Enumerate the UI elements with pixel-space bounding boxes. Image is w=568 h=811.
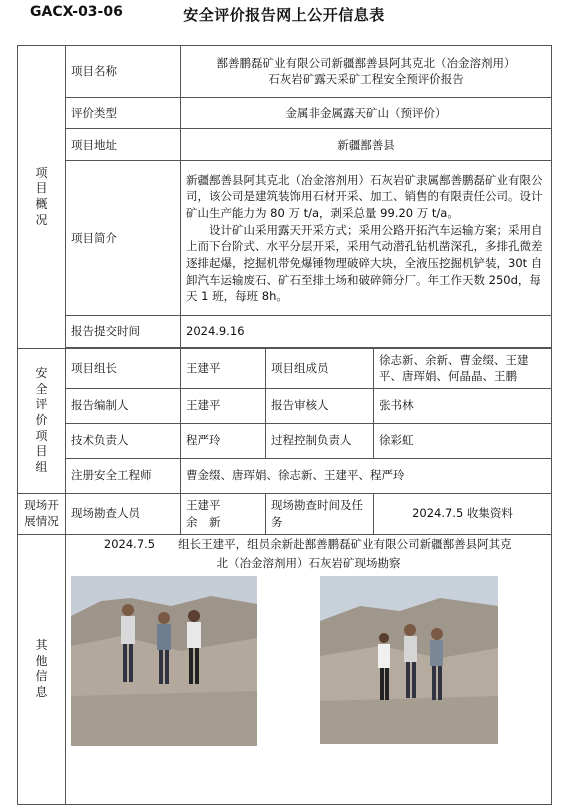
author-value: 王建平 xyxy=(181,388,266,423)
site-photo-right xyxy=(320,576,498,744)
section-other xyxy=(18,534,66,804)
author-label: 报告编制人 xyxy=(66,388,181,423)
leader-value: 王建平 xyxy=(181,349,266,389)
eval-type-label: 评价类型 xyxy=(66,97,181,129)
project-name-line2: 石灰岩矿露天采矿工程安全预评价报告 xyxy=(268,72,464,87)
tech-value: 程严玲 xyxy=(181,423,266,458)
time-task-label: 现场勘查时间及任务 xyxy=(266,493,374,534)
intro-paragraph-1: 新疆鄯善县阿其克北（冶金溶剂用）石灰岩矿隶属鄯善鹏磊矿业有限公司，该公司是建筑装饰用石材开采、加工、销售的有限责任公司。设计矿山生产能力为 80 万 t/a，剥采总量 99.20 万 t/a。 xyxy=(186,172,543,220)
intro-label: 项目简介 xyxy=(66,161,181,316)
section-site xyxy=(18,493,66,534)
address-value: 新疆鄯善县 xyxy=(181,129,552,161)
leader-label: 项目组长 xyxy=(66,349,181,389)
engineers-label: 注册安全工程师 xyxy=(66,458,181,493)
section-other-label: 其他信息 xyxy=(35,638,48,699)
reviewer-label: 报告审核人 xyxy=(266,388,374,423)
photo-caption xyxy=(74,535,543,573)
document-title: 安全评价报告网上公开信息表 xyxy=(183,6,385,24)
other-info-cell xyxy=(66,534,552,804)
engineers-value: 曹金缀、唐珲娟、徐志新、王建平、程严玲 xyxy=(181,458,552,493)
process-label: 过程控制负责人 xyxy=(266,423,374,458)
section-overview-label: 项目概况 xyxy=(35,165,48,227)
inspectors-label: 现场勘查人员 xyxy=(66,493,181,534)
document-code: GACX-03-06 xyxy=(30,4,123,20)
info-table xyxy=(17,45,552,805)
submit-date-value: 2024.9.16 xyxy=(181,316,552,348)
reviewer-value: 张书林 xyxy=(374,388,552,423)
members-label: 项目组成员 xyxy=(266,349,374,389)
caption-line-2: 北（冶金溶剂用）石灰岩矿现场勘察 xyxy=(216,555,401,570)
section-site-label: 现场开展情况 xyxy=(24,498,59,528)
inspector-2: 余 新 xyxy=(186,514,221,529)
project-name-label: 项目名称 xyxy=(66,46,181,98)
project-name-value xyxy=(181,46,552,98)
site-photo-left xyxy=(71,576,257,746)
eval-type-value: 金属非金属露天矿山（预评价） xyxy=(181,97,552,129)
process-value: 徐彩虹 xyxy=(374,423,552,458)
submit-date-label: 报告提交时间 xyxy=(66,316,181,348)
intro-paragraph-2: 设计矿山采用露天开采方式；采用公路开拓汽车运输方案；采用自上而下台阶式、水平分层开采，采用气动潜孔钻机凿深孔，多排孔微差逐排起爆，挖掘机带免爆锤物理破碎大块，全液压挖掘机铲装，30t 自卸汽车运输废石、矿石至排土场和破碎筛分厂。年工作天数 250d，每天 1 班，每班 8h。 xyxy=(186,222,543,304)
section-team-label: 安全评价项目组 xyxy=(35,366,48,474)
intro-value xyxy=(181,161,552,316)
address-label: 项目地址 xyxy=(66,129,181,161)
section-overview xyxy=(18,46,66,349)
caption-line-1: 2024.7.5 组长王建平，组员余新赴鄯善鹏磊矿业有限公司新疆鄯善县阿其克 xyxy=(103,536,512,551)
project-name-line1: 鄯善鹏磊矿业有限公司新疆鄯善县阿其克北（冶金溶剂用） xyxy=(216,55,516,70)
inspector-1: 王建平 xyxy=(186,498,221,513)
members-value: 徐志新、余新、曹金缀、王建平、唐珲娟、何晶晶、王鹏 xyxy=(374,349,552,389)
section-team xyxy=(18,349,66,494)
inspectors-value xyxy=(181,493,266,534)
tech-label: 技术负责人 xyxy=(66,423,181,458)
time-task-value: 2024.7.5 收集资料 xyxy=(374,493,552,534)
